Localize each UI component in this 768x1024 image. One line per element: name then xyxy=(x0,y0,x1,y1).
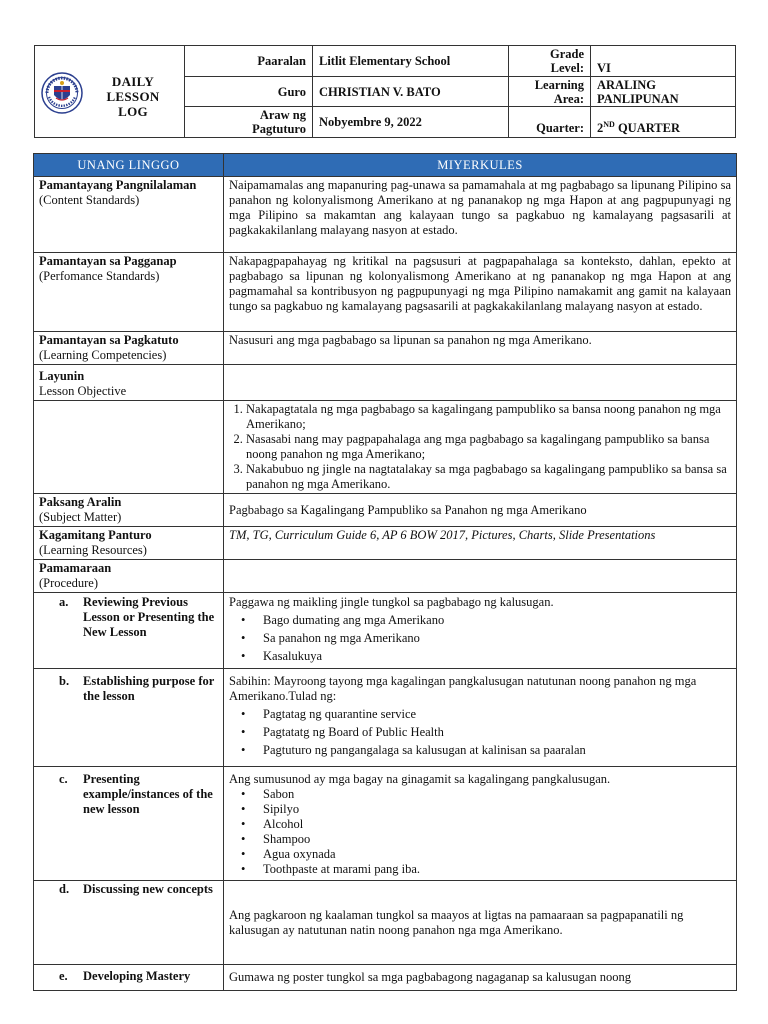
list-item: • Shampoo xyxy=(263,832,731,847)
list-item: • Sipilyo xyxy=(263,802,731,817)
header-table xyxy=(34,45,736,138)
table-row xyxy=(34,767,737,881)
list-item: • Sa panahon ng mga Amerikano xyxy=(263,631,731,646)
list-item: 3. Nakabubuo ng jingle na nagtatalakay sa mga pagbabago sa kagalingang pampubliko sa bansa sa panahon ng mga Amerikano. xyxy=(246,462,731,492)
procedure-blank xyxy=(224,560,737,593)
quarter-value: 2ND QUARTER xyxy=(591,107,736,138)
objectives-list xyxy=(224,401,737,494)
row-label: b. Establishing purpose for the lesson xyxy=(34,669,224,767)
list-item: • Agua oxynada xyxy=(263,847,731,862)
row-label: Kagamitang Panturo (Learning Resources) xyxy=(34,527,224,560)
table-row xyxy=(34,253,737,332)
learning-resources-text: TM, TG, Curriculum Guide 6, AP 6 BOW 2017, Pictures, Charts, Slide Presentations xyxy=(224,527,737,560)
teacher-label: Guro xyxy=(185,77,313,107)
column-header-day: MIYERKULES xyxy=(224,154,737,177)
row-label: c. Presenting example/instances of the new lesson xyxy=(34,767,224,881)
table-row xyxy=(34,177,737,253)
procedure-a-content: Paggawa ng maikling jingle tungkol sa pagbabago ng kalusugan. • Bago dumating ang mga Amerikano • Sa panahon ng mga Amerikano • Kasalukuya xyxy=(224,593,737,669)
seal-logo-icon xyxy=(41,72,83,114)
performance-standards-text: Nakapagpapahayag ng kritikal na pagsusuri at pagpapahalaga sa konteksto, dahlan, epekto at pagbabago sa lipunan ng kolonyalismong Amerikano at ng pananakop ng mga Hapon at ang pagmamahal sa kontribusyon ng pagpupunyagi ng mga Pilipino namakamit ang gamit na kalayaan tungo sa pagkabuo ng kamalayang pagsasarili at pagkakakilanlang malayang nasyon at estado. xyxy=(224,253,737,332)
list-item: 1. Nakapagtatala ng mga pagbabago sa kagalingang pampubliko sa bansa noong panahon ng mga Amerikano; xyxy=(246,402,731,432)
list-item: • Pagtatatg ng Board of Public Health xyxy=(263,725,731,740)
competencies-text: Nasusuri ang mga pagbabago sa lipunan sa panahon ng mga Amerikano. xyxy=(224,332,737,365)
list-item: • Bago dumating ang mga Amerikano xyxy=(263,613,731,628)
row-label: a. Reviewing Previous Lesson or Presenting the New Lesson xyxy=(34,593,224,669)
area-value: ARALING PANLIPUNAN xyxy=(591,77,736,107)
list-item: 2. Nasasabi nang may pagpapahalaga ang mga pagbabago sa kagalingang pampubliko sa bansa noong panahon ng mga Amerikano; xyxy=(246,432,731,462)
table-row xyxy=(34,527,737,560)
grade-label: Grade Level: xyxy=(509,46,591,77)
date-label: Araw ng Pagtuturo xyxy=(185,107,313,138)
procedure-d-content: Ang pagkaroon ng kaalaman tungkol sa maayos at ligtas na pamaaraan sa pagpapanatili ng kalusugan ay natutunan natin noong panahon nga mga Amerikano. xyxy=(224,881,737,965)
list-item: • Sabon xyxy=(263,787,731,802)
logo-cell xyxy=(35,46,185,138)
date-value: Nobyembre 9, 2022 xyxy=(313,107,509,138)
table-row xyxy=(34,881,737,965)
row-label: Pamantayan sa Pagkatuto (Learning Competencies) xyxy=(34,332,224,365)
procedure-e-content: Gumawa ng poster tungkol sa mga pagbabagong nagaganap sa kalusugan noong xyxy=(224,965,737,991)
row-label: Pamantayan sa Pagganap (Perfomance Standards) xyxy=(34,253,224,332)
list-item: • Pagtuturo ng pangangalaga sa kalusugan at kalinisan sa paaralan xyxy=(263,743,731,758)
subject-matter-text: Pagbabago sa Kagalingang Pampubliko sa Panahon ng mga Amerikano xyxy=(224,494,737,527)
table-row xyxy=(34,365,737,401)
list-item: • Alcohol xyxy=(263,817,731,832)
table-row xyxy=(34,669,737,767)
row-label: Pamamaraan (Procedure) xyxy=(34,560,224,593)
procedure-c-content: Ang sumusunod ay mga bagay na ginagamit sa kagalingang pangkalusugan. • Sabon • Sipilyo • Alcohol • Shampoo • Agua oxynada • Toothpaste at marami pang iba. xyxy=(224,767,737,881)
column-header-week: UNANG LINGGO xyxy=(34,154,224,177)
area-label: Learning Area: xyxy=(509,77,591,107)
procedure-b-content: Sabihin: Mayroong tayong mga kagalingan pangkalusugan natutunan noong panahon ng mga Amerikano.Tulad ng: • Pagtatag ng quarantine service • Pagtatatg ng Board of Public Health • Pagtuturo ng pangangalaga sa kalusugan at kalinisan sa paaralan xyxy=(224,669,737,767)
school-label: Paaralan xyxy=(185,46,313,77)
list-item: • Toothpaste at marami pang iba. xyxy=(263,862,731,877)
table-row xyxy=(34,332,737,365)
table-row xyxy=(34,401,737,494)
quarter-label: Quarter: xyxy=(509,107,591,138)
list-item: • Kasalukuya xyxy=(263,649,731,664)
row-label: d. Discussing new concepts xyxy=(34,881,224,965)
table-row xyxy=(34,560,737,593)
school-value: Litlit Elementary School xyxy=(313,46,509,77)
row-label-blank xyxy=(34,401,224,494)
table-row xyxy=(34,593,737,669)
document-title: DAILY LESSON LOG xyxy=(106,74,160,119)
row-label: e. Developing Mastery xyxy=(34,965,224,991)
grade-value: VI xyxy=(591,46,736,77)
list-item: • Pagtatag ng quarantine service xyxy=(263,707,731,722)
content-standards-text: Naipamamalas ang mapanuring pag-unawa sa pamamahala at mg pagbabago sa lipunang Pilipino sa panahon ng kolonyalismong Amerikano at ng pananakop ng mga Hapon at ang pagpupunyagi ng mga Pilipino sa makamtan ang kalayaan tungo sa pagkabuo ng kamalayang pagsasarili at pagkakakilanlang malayang nasyon at estado. xyxy=(224,177,737,253)
table-row xyxy=(34,494,737,527)
lesson-table xyxy=(33,153,737,991)
table-row xyxy=(34,965,737,991)
row-label: Pamantayang Pangnilalaman (Content Standards) xyxy=(34,177,224,253)
objective-blank xyxy=(224,365,737,401)
row-label: Paksang Aralin (Subject Matter) xyxy=(34,494,224,527)
teacher-value: CHRISTIAN V. BATO xyxy=(313,77,509,107)
row-label: Layunin Lesson Objective xyxy=(34,365,224,401)
